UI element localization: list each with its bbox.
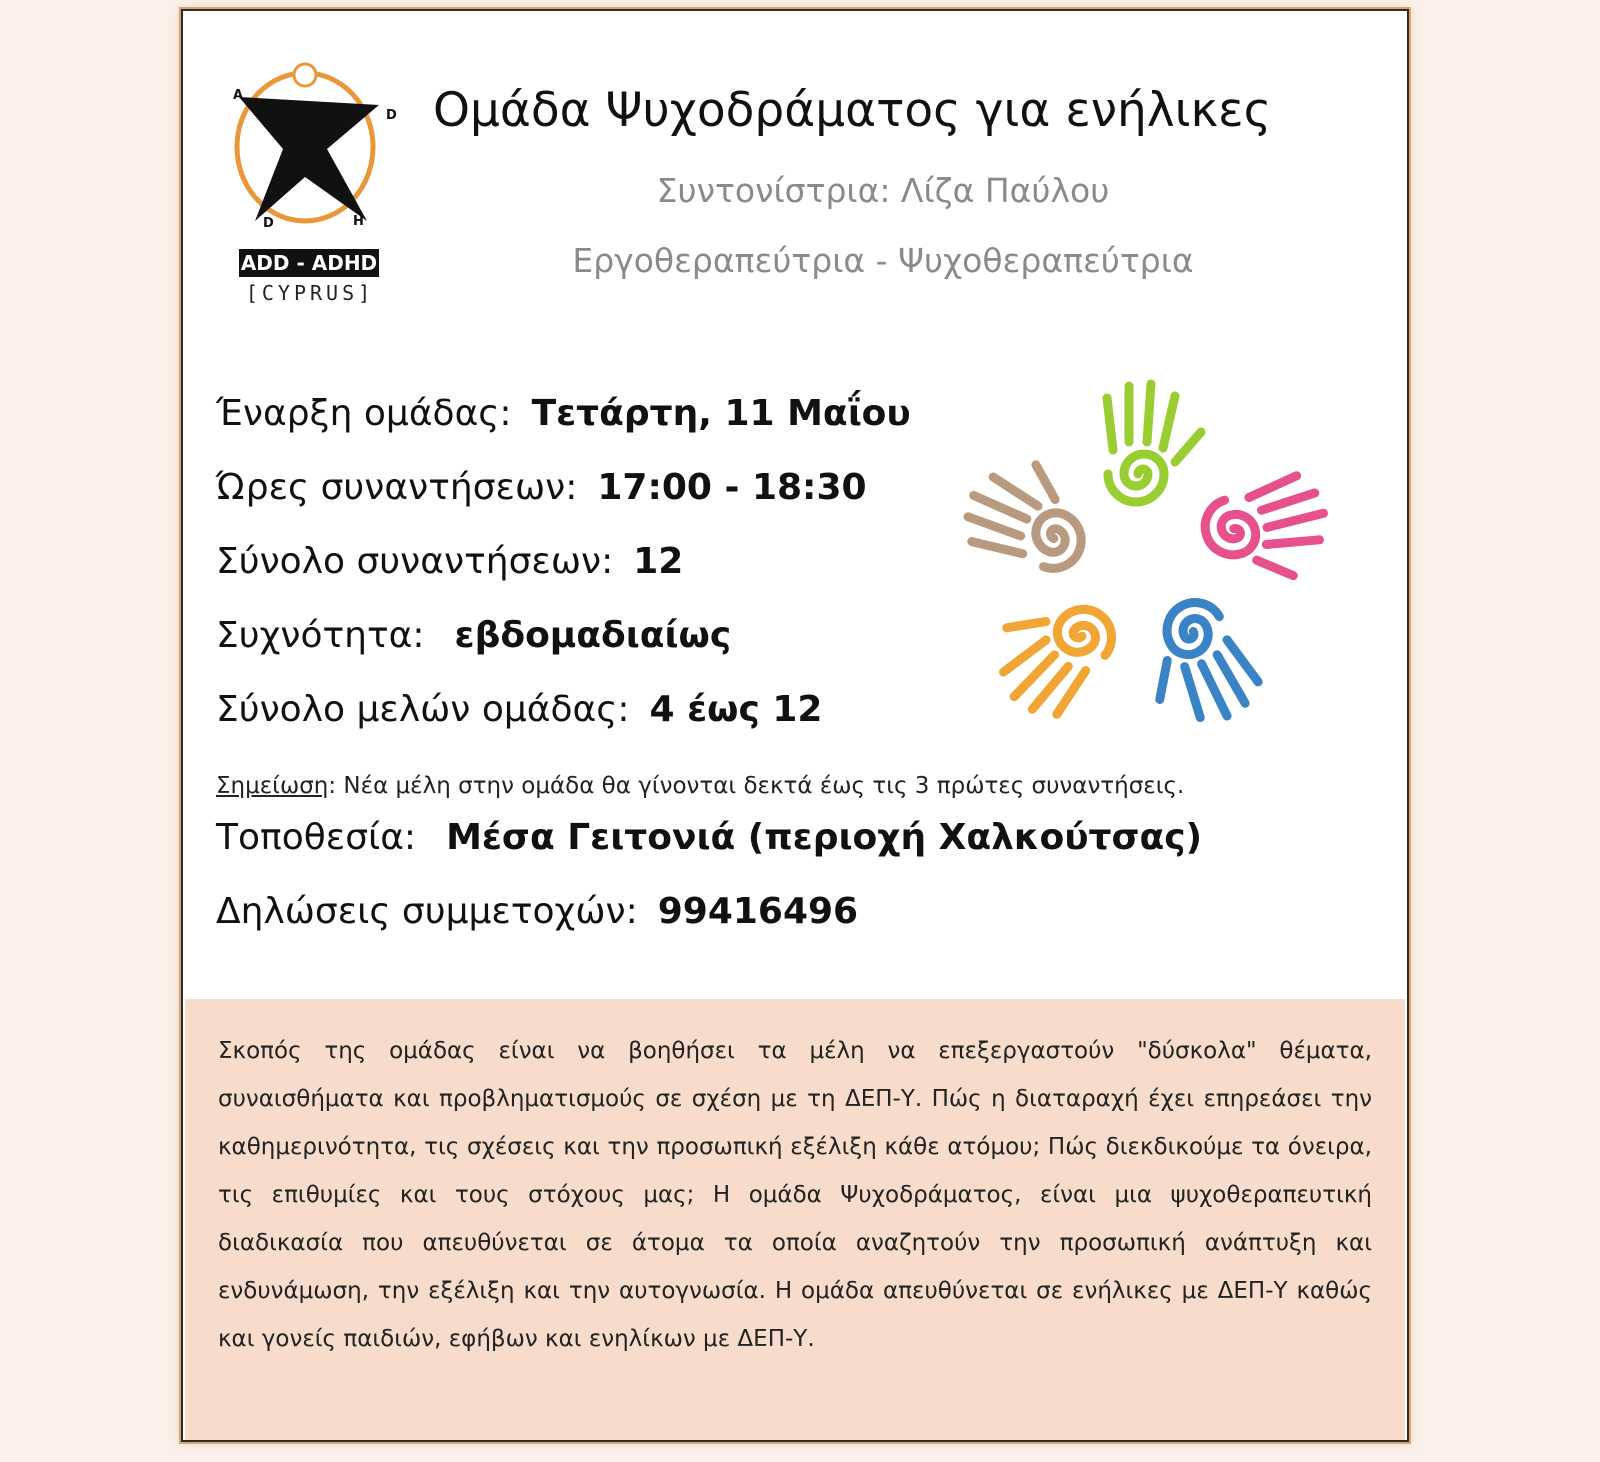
flyer (181, 9, 1409, 1442)
tan-hand-icon (959, 448, 1102, 577)
members-value: 4 έως 12 (649, 689, 823, 730)
coordinator-line: Συντονίστρια: Λίζα Παύλου (656, 171, 1110, 210)
members-label: Σύνολο μελών ομάδας: (216, 689, 630, 730)
logo-letter-d1: D (386, 108, 397, 123)
frequency-row (216, 615, 731, 656)
registration-row (216, 891, 858, 932)
orange-hand-icon (976, 574, 1124, 725)
location-row (216, 817, 1202, 858)
hours-row (216, 467, 867, 508)
note-label: Σημείωση (216, 773, 329, 799)
add-adhd-cyprus-logo (229, 53, 409, 323)
logo-letter-h: H (353, 214, 364, 229)
star-person-icon (229, 53, 409, 243)
green-hand-icon (1107, 384, 1201, 502)
note-line (216, 773, 1184, 799)
start-value: Τετάρτη, 11 Μαΐου (531, 393, 911, 434)
start-row (216, 393, 911, 434)
description-text: Σκοπός της ομάδας είναι να βοηθήσει τα μέλη να επεξεργαστούν "δύσκολα" θέματα, συναισθήματα και προβληματισμούς σε σχέση με τη ΔΕΠ-Υ. Πώς η διαταραχή έχει επηρεάσει την καθημερινότητα, τις σχέσεις και την προσωπική εξέλιξη κάθε ατόμου; Πώς διεκδικούμε τα όνειρα, τις επιθυμίες και τους στόχους μας; Η ομάδα Ψυχοδράματος, είναι μια ψυχοθεραπευτική διαδικασία που απευθύνεται σε άτομα τα οποία αναζητούν την προσωπική ανάπτυξη και ενδυνάμωση, την εξέλιξη και την αυτογνωσία. Η ομάδα απευθύνεται σε ενήλικες με ΔΕΠ-Υ καθώς και γονείς παιδιών, εφήβων και ενηλίκων με ΔΕΠ-Υ. (218, 1038, 1372, 1352)
blue-hand-icon (1125, 592, 1265, 741)
location-value: Μέσα Γειτονιά (περιοχή Χαλκούτσας) (446, 817, 1203, 858)
hours-label: Ώρες συναντήσεων: (216, 467, 578, 508)
logo-badge: ADD - ADHD (240, 251, 378, 275)
profession-line: Εργοθεραπεύτρια - Ψυχοθεραπεύτρια (572, 241, 1194, 280)
total-label: Σύνολο συναντήσεων: (216, 541, 614, 582)
frequency-value: εβδομαδιαίως (454, 615, 732, 656)
total-value: 12 (633, 541, 684, 582)
note-text: : Νέα μέλη στην ομάδα θα γίνονται δεκτά έως τις 3 πρώτες συναντήσεις. (328, 773, 1185, 799)
frequency-label: Συχνότητα: (216, 615, 425, 656)
logo-country: [CYPRUS] (245, 281, 375, 305)
logo-letter-a: A (233, 88, 244, 103)
logo-letter-d2: D (263, 216, 274, 231)
pink-hand-icon (1198, 471, 1333, 597)
description-box (185, 999, 1405, 1440)
start-label: Έναρξη ομάδας: (216, 393, 512, 434)
page-title: Ομάδα Ψυχοδράματος για ενήλικες (433, 83, 1272, 138)
hours-value: 17:00 - 18:30 (597, 467, 867, 508)
spiral-hands-icon (953, 371, 1333, 755)
registration-value: 99416496 (657, 891, 859, 932)
location-label: Τοποθεσία: (216, 817, 417, 858)
total-row (216, 541, 683, 582)
registration-label: Δηλώσεις συμμετοχών: (216, 891, 638, 932)
members-row (216, 689, 822, 730)
